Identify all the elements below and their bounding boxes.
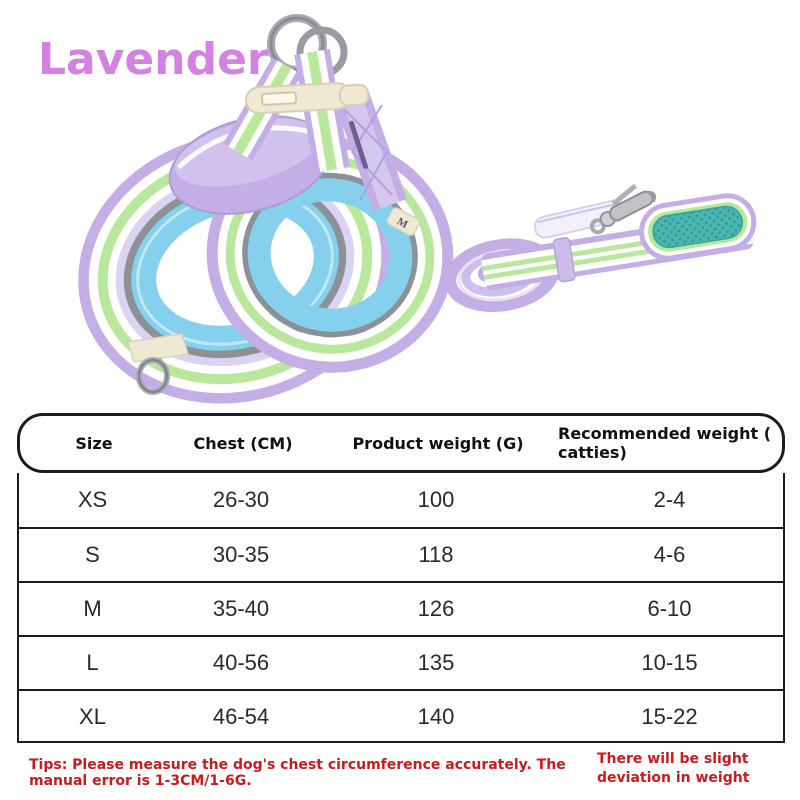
cell-recommended: 10-15 bbox=[641, 650, 698, 675]
cell-weight: 126 bbox=[417, 596, 455, 621]
table-row bbox=[19, 689, 783, 743]
header-size: Size bbox=[75, 433, 113, 453]
cell-chest: 26-30 bbox=[212, 487, 270, 512]
cell-recommended: 15-22 bbox=[641, 704, 698, 729]
cell-weight: 135 bbox=[417, 650, 455, 675]
color-variant-title: Lavender bbox=[38, 34, 269, 85]
tips-measure-note: Tips: Please measure the dog's chest circumference accurately. The manual error is 1-3CM/1-6G. bbox=[29, 757, 566, 789]
cell-weight: 100 bbox=[417, 487, 455, 512]
cell-chest: 35-40 bbox=[212, 596, 270, 621]
cell-size: S bbox=[85, 542, 100, 567]
size-table-header bbox=[17, 413, 785, 473]
cell-recommended: 2-4 bbox=[653, 487, 686, 512]
cell-recommended: 4-6 bbox=[653, 542, 686, 567]
cell-size: L bbox=[86, 650, 99, 675]
header-chest: Chest (CM) bbox=[193, 433, 293, 453]
header-product-weight: Product weight (G) bbox=[352, 433, 524, 453]
size-table-body bbox=[17, 473, 785, 743]
cell-recommended: 6-10 bbox=[647, 596, 692, 621]
cell-chest: 30-35 bbox=[212, 542, 270, 567]
leash-illustration bbox=[439, 164, 763, 313]
table-row bbox=[19, 635, 783, 689]
table-row bbox=[19, 527, 783, 581]
cell-weight: 118 bbox=[418, 542, 454, 567]
cell-chest: 46-54 bbox=[212, 704, 270, 729]
table-row bbox=[19, 473, 783, 527]
cell-size: XS bbox=[77, 487, 108, 512]
size-tag-letter: M bbox=[395, 215, 410, 232]
cell-chest: 40-56 bbox=[212, 650, 270, 675]
cell-size: XL bbox=[79, 704, 106, 729]
tips-deviation-note: There will be slight deviation in weight bbox=[597, 751, 750, 786]
table-row bbox=[19, 581, 783, 635]
cell-weight: 140 bbox=[417, 704, 455, 729]
cell-size: M bbox=[83, 596, 102, 621]
header-recommended-weight: Recommended weight ( catties) bbox=[558, 424, 772, 462]
